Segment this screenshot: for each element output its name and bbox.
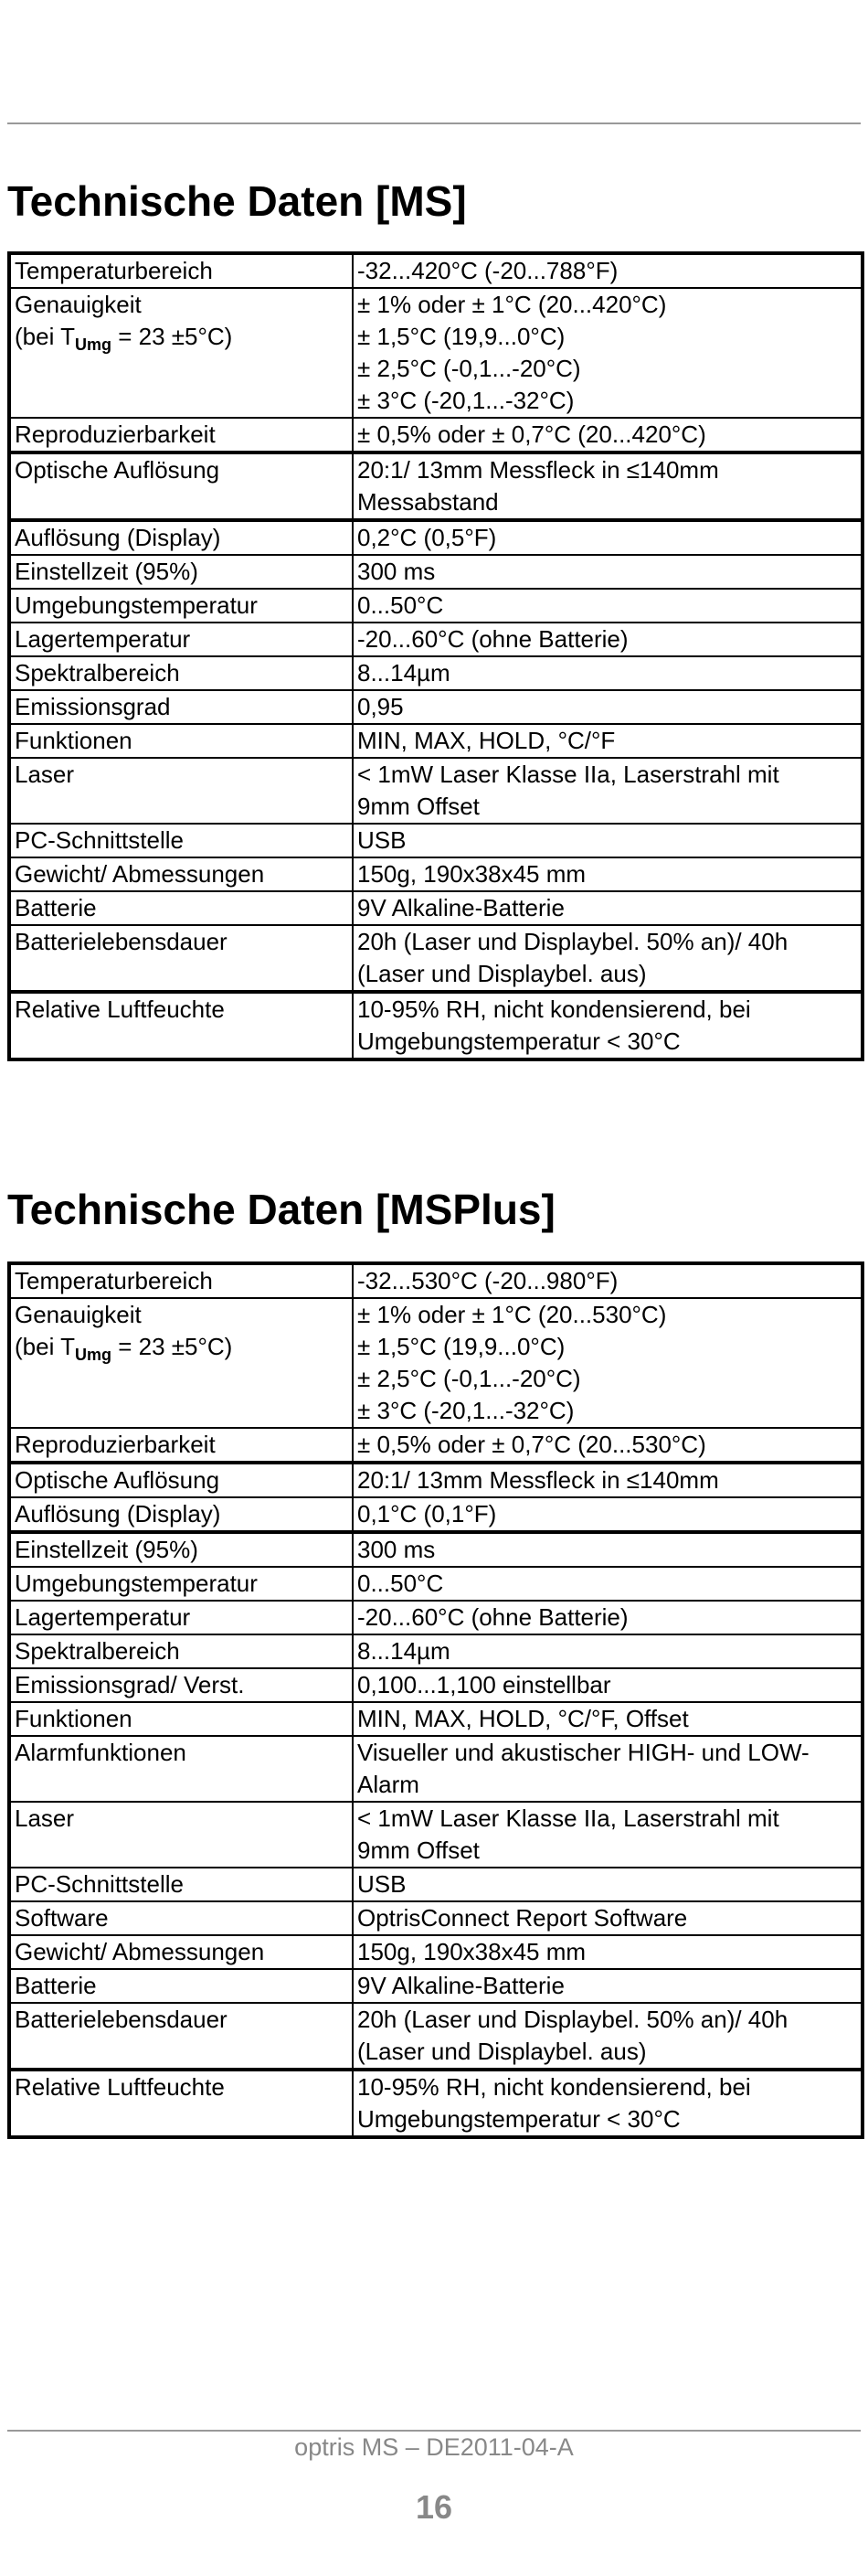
spec-value-line: 9V Alkaline-Batterie (357, 1972, 565, 1999)
spec-label-line: Relative Luftfeuchte (15, 2073, 225, 2101)
spec-row (9, 1901, 863, 1935)
spec-row (9, 452, 863, 520)
spec-row (9, 891, 863, 925)
spec-value-line: ± 2,5°C (-0,1...-20°C) (357, 1365, 581, 1392)
spec-value-line: Umgebungstemperatur < 30°C (357, 1027, 681, 1055)
spec-row (9, 555, 863, 589)
spec-value (353, 418, 863, 452)
spec-row (9, 925, 863, 992)
spec-value-line: 8...14µm (357, 659, 450, 687)
spec-value (353, 1901, 863, 1935)
spec-row (9, 758, 863, 824)
spec-label-line: Batterie (15, 1972, 97, 1999)
spec-row (9, 1935, 863, 1969)
spec-value-line: 0...50°C (357, 591, 444, 619)
spec-label-line: PC-Schnittstelle (15, 826, 184, 854)
spec-label (9, 724, 353, 758)
spec-label-line: Einstellzeit (95%) (15, 558, 198, 585)
spec-row (9, 857, 863, 891)
spec-value-line: 20:1/ 13mm Messfleck in ≤140mm (357, 1466, 719, 1494)
spec-label-line: Laser (15, 1804, 75, 1832)
spec-label (9, 1969, 353, 2003)
spec-value (353, 925, 863, 992)
spec-value (353, 623, 863, 656)
spec-label-line: PC-Schnittstelle (15, 1870, 184, 1898)
spec-row (9, 1532, 863, 1567)
spec-label (9, 690, 353, 724)
spec-value-line: -20...60°C (ohne Batterie) (357, 625, 629, 653)
spec-row (9, 992, 863, 1059)
spec-value-line: 20h (Laser und Displaybel. 50% an)/ 40h (357, 928, 789, 955)
spec-value-line: ± 0,5% oder ± 0,7°C (20...530°C) (357, 1431, 706, 1458)
page-number: 16 (415, 2488, 453, 2526)
spec-value-line: (Laser und Displaybel. aus) (357, 2038, 647, 2065)
spec-label (9, 925, 353, 992)
spec-value (353, 758, 863, 824)
spec-row (9, 1497, 863, 1532)
spec-value (353, 1668, 863, 1702)
spec-label (9, 1567, 353, 1601)
spec-value (353, 2070, 863, 2137)
spec-value-line: ± 1,5°C (19,9...0°C) (357, 1333, 566, 1360)
spec-label-line: Software (15, 1904, 109, 1932)
spec-label-line: Reproduzierbarkeit (15, 1431, 216, 1458)
spec-value-line: Visueller und akustischer HIGH- und LOW- (357, 1739, 810, 1766)
spec-value (353, 1702, 863, 1736)
spec-value-line: 10-95% RH, nicht kondensierend, bei (357, 995, 751, 1023)
spec-value-line: USB (357, 826, 407, 854)
spec-label-line: Batterielebensdauer (15, 2006, 228, 2033)
spec-label (9, 1802, 353, 1868)
spec-row (9, 1668, 863, 1702)
spec-value-line: 0...50°C (357, 1570, 444, 1597)
spec-value-line: 20:1/ 13mm Messfleck in ≤140mm (357, 456, 719, 484)
spec-table-msplus (7, 1261, 864, 2139)
spec-label-line: Alarmfunktionen (15, 1739, 186, 1766)
spec-label (9, 2003, 353, 2070)
spec-row (9, 589, 863, 623)
spec-label (9, 589, 353, 623)
spec-label-line: Genauigkeit (15, 291, 142, 318)
spec-label (9, 1868, 353, 1901)
spec-label-line: Einstellzeit (95%) (15, 1536, 198, 1563)
spec-label-line: Lagertemperatur (15, 1603, 191, 1631)
spec-label-line: Batterie (15, 894, 97, 921)
spec-value-line: MIN, MAX, HOLD, °C/°F, Offset (357, 1705, 689, 1732)
spec-label-line: Funktionen (15, 1705, 132, 1732)
spec-value-line: USB (357, 1870, 407, 1898)
spec-row (9, 418, 863, 452)
spec-value-line: ± 1% oder ± 1°C (20...420°C) (357, 291, 667, 318)
spec-table-ms (7, 251, 864, 1061)
spec-value-line: < 1mW Laser Klasse IIa, Laserstrahl mit (357, 1804, 779, 1832)
spec-value-line: 20h (Laser und Displaybel. 50% an)/ 40h (357, 2006, 789, 2033)
spec-value-line: ± 1,5°C (19,9...0°C) (357, 323, 566, 350)
spec-label (9, 1497, 353, 1532)
spec-label-line: Temperaturbereich (15, 257, 213, 284)
spec-label-line: Temperaturbereich (15, 1267, 213, 1294)
spec-label (9, 857, 353, 891)
spec-value-line: (Laser und Displaybel. aus) (357, 960, 647, 987)
spec-label (9, 555, 353, 589)
spec-row (9, 824, 863, 857)
spec-label-line: Emissionsgrad/ Verst. (15, 1671, 245, 1698)
spec-label (9, 758, 353, 824)
spec-label-part: (bei T (15, 1333, 75, 1360)
spec-label-line: Emissionsgrad (15, 693, 171, 720)
spec-value (353, 891, 863, 925)
spec-value (353, 1497, 863, 1532)
spec-value (353, 452, 863, 520)
spec-row (9, 2003, 863, 2070)
spec-label (9, 1901, 353, 1935)
spec-label-subscript: Umg (75, 1346, 111, 1364)
spec-value-line: 0,100...1,100 einstellbar (357, 1671, 611, 1698)
spec-row (9, 520, 863, 555)
spec-value (353, 656, 863, 690)
spec-label (9, 1601, 353, 1634)
spec-row (9, 1298, 863, 1428)
spec-label-line: Gewicht/ Abmessungen (15, 860, 265, 888)
spec-label-line (15, 321, 348, 353)
spec-value-line: 300 ms (357, 1536, 436, 1563)
spec-row (9, 1969, 863, 2003)
spec-value-line: ± 3°C (-20,1...-32°C) (357, 387, 575, 414)
spec-label-line: Genauigkeit (15, 1301, 142, 1328)
spec-value-line: 0,1°C (0,1°F) (357, 1500, 497, 1528)
spec-value-line: 9mm Offset (357, 793, 480, 820)
spec-value-line: ± 2,5°C (-0,1...-20°C) (357, 355, 581, 382)
spec-row (9, 1428, 863, 1463)
spec-value-line: ± 3°C (-20,1...-32°C) (357, 1397, 575, 1424)
spec-value (353, 1428, 863, 1463)
spec-row (9, 690, 863, 724)
spec-value (353, 690, 863, 724)
spec-value-line: OptrisConnect Report Software (357, 1904, 688, 1932)
spec-label-part: = 23 ±5°C) (111, 323, 233, 350)
spec-label-line: Funktionen (15, 727, 132, 754)
spec-value (353, 1969, 863, 2003)
spec-value-line: 8...14µm (357, 1637, 450, 1665)
spec-label (9, 1263, 353, 1298)
spec-label-line: Auflösung (Display) (15, 1500, 221, 1528)
spec-row (9, 1868, 863, 1901)
spec-row (9, 2070, 863, 2137)
spec-label (9, 1935, 353, 1969)
spec-value (353, 824, 863, 857)
spec-label (9, 1668, 353, 1702)
footer-document-code: optris MS – DE2011-04-A (294, 2433, 574, 2461)
spec-value (353, 1567, 863, 1601)
spec-row (9, 656, 863, 690)
spec-label (9, 418, 353, 452)
spec-label (9, 1463, 353, 1497)
spec-label (9, 253, 353, 288)
spec-row (9, 1567, 863, 1601)
spec-value-line: 0,2°C (0,5°F) (357, 524, 497, 551)
spec-value (353, 857, 863, 891)
spec-label-line: Auflösung (Display) (15, 524, 221, 551)
spec-label-line: Gewicht/ Abmessungen (15, 1938, 265, 1965)
spec-label (9, 452, 353, 520)
spec-row (9, 724, 863, 758)
spec-value-line: Alarm (357, 1771, 419, 1798)
spec-label (9, 1428, 353, 1463)
spec-value (353, 1736, 863, 1802)
spec-label (9, 1532, 353, 1567)
spec-row (9, 253, 863, 288)
spec-row (9, 288, 863, 418)
spec-label (9, 2070, 353, 2137)
spec-label-line: Umgebungstemperatur (15, 591, 258, 619)
spec-row (9, 1601, 863, 1634)
spec-label (9, 288, 353, 418)
spec-value-line: 10-95% RH, nicht kondensierend, bei (357, 2073, 751, 2101)
spec-row (9, 1736, 863, 1802)
spec-label-line: Optische Auflösung (15, 1466, 220, 1494)
spec-value (353, 1601, 863, 1634)
spec-label (9, 891, 353, 925)
spec-value (353, 1935, 863, 1969)
spec-value-line: ± 1% oder ± 1°C (20...530°C) (357, 1301, 667, 1328)
footer-divider (7, 2430, 861, 2432)
spec-value (353, 1802, 863, 1868)
spec-label-line: Batterielebensdauer (15, 928, 228, 955)
spec-value-line: 9mm Offset (357, 1836, 480, 1864)
spec-value-line: 150g, 190x38x45 mm (357, 1938, 587, 1965)
spec-label (9, 824, 353, 857)
spec-value (353, 1868, 863, 1901)
spec-value-line: 150g, 190x38x45 mm (357, 860, 587, 888)
spec-value (353, 253, 863, 288)
spec-label (9, 1298, 353, 1428)
spec-label-subscript: Umg (75, 335, 111, 354)
spec-label (9, 1702, 353, 1736)
spec-row (9, 1263, 863, 1298)
header-divider (7, 122, 861, 124)
spec-label (9, 1634, 353, 1668)
spec-label-line: Relative Luftfeuchte (15, 995, 225, 1023)
spec-value (353, 1634, 863, 1668)
spec-label (9, 992, 353, 1059)
spec-row (9, 1702, 863, 1736)
spec-value (353, 589, 863, 623)
spec-value-line: ± 0,5% oder ± 0,7°C (20...420°C) (357, 420, 706, 448)
spec-value-line: -32...530°C (-20...980°F) (357, 1267, 619, 1294)
spec-value (353, 1263, 863, 1298)
spec-value (353, 1298, 863, 1428)
spec-value (353, 555, 863, 589)
spec-value-line: 300 ms (357, 558, 436, 585)
section-title-msplus: Technische Daten [MSPlus] (7, 1186, 556, 1233)
spec-label-part: = 23 ±5°C) (111, 1333, 233, 1360)
spec-value-line: MIN, MAX, HOLD, °C/°F (357, 727, 616, 754)
spec-label-line: Spektralbereich (15, 659, 180, 687)
spec-value-line: 0,95 (357, 693, 404, 720)
spec-label (9, 623, 353, 656)
spec-value-line: Umgebungstemperatur < 30°C (357, 2105, 681, 2133)
spec-row (9, 623, 863, 656)
spec-value-line: 9V Alkaline-Batterie (357, 894, 565, 921)
spec-label-line: Optische Auflösung (15, 456, 220, 484)
spec-value (353, 724, 863, 758)
spec-label (9, 1736, 353, 1802)
spec-row (9, 1463, 863, 1497)
spec-value-line: -20...60°C (ohne Batterie) (357, 1603, 629, 1631)
spec-row (9, 1802, 863, 1868)
spec-value-line: < 1mW Laser Klasse IIa, Laserstrahl mit (357, 761, 779, 788)
spec-label-part: (bei T (15, 323, 75, 350)
spec-label-line: Umgebungstemperatur (15, 1570, 258, 1597)
section-title-ms: Technische Daten [MS] (7, 177, 467, 225)
spec-value (353, 992, 863, 1059)
spec-label-line (15, 1331, 348, 1363)
spec-label-line: Lagertemperatur (15, 625, 191, 653)
spec-value (353, 2003, 863, 2070)
spec-value (353, 1532, 863, 1567)
spec-label (9, 520, 353, 555)
spec-row (9, 1634, 863, 1668)
spec-label-line: Laser (15, 761, 75, 788)
spec-label-line: Reproduzierbarkeit (15, 420, 216, 448)
spec-value (353, 288, 863, 418)
spec-value-line: Messabstand (357, 488, 499, 516)
spec-value (353, 520, 863, 555)
spec-value-line: -32...420°C (-20...788°F) (357, 257, 619, 284)
spec-value (353, 1463, 863, 1497)
spec-label-line: Spektralbereich (15, 1637, 180, 1665)
spec-label (9, 656, 353, 690)
